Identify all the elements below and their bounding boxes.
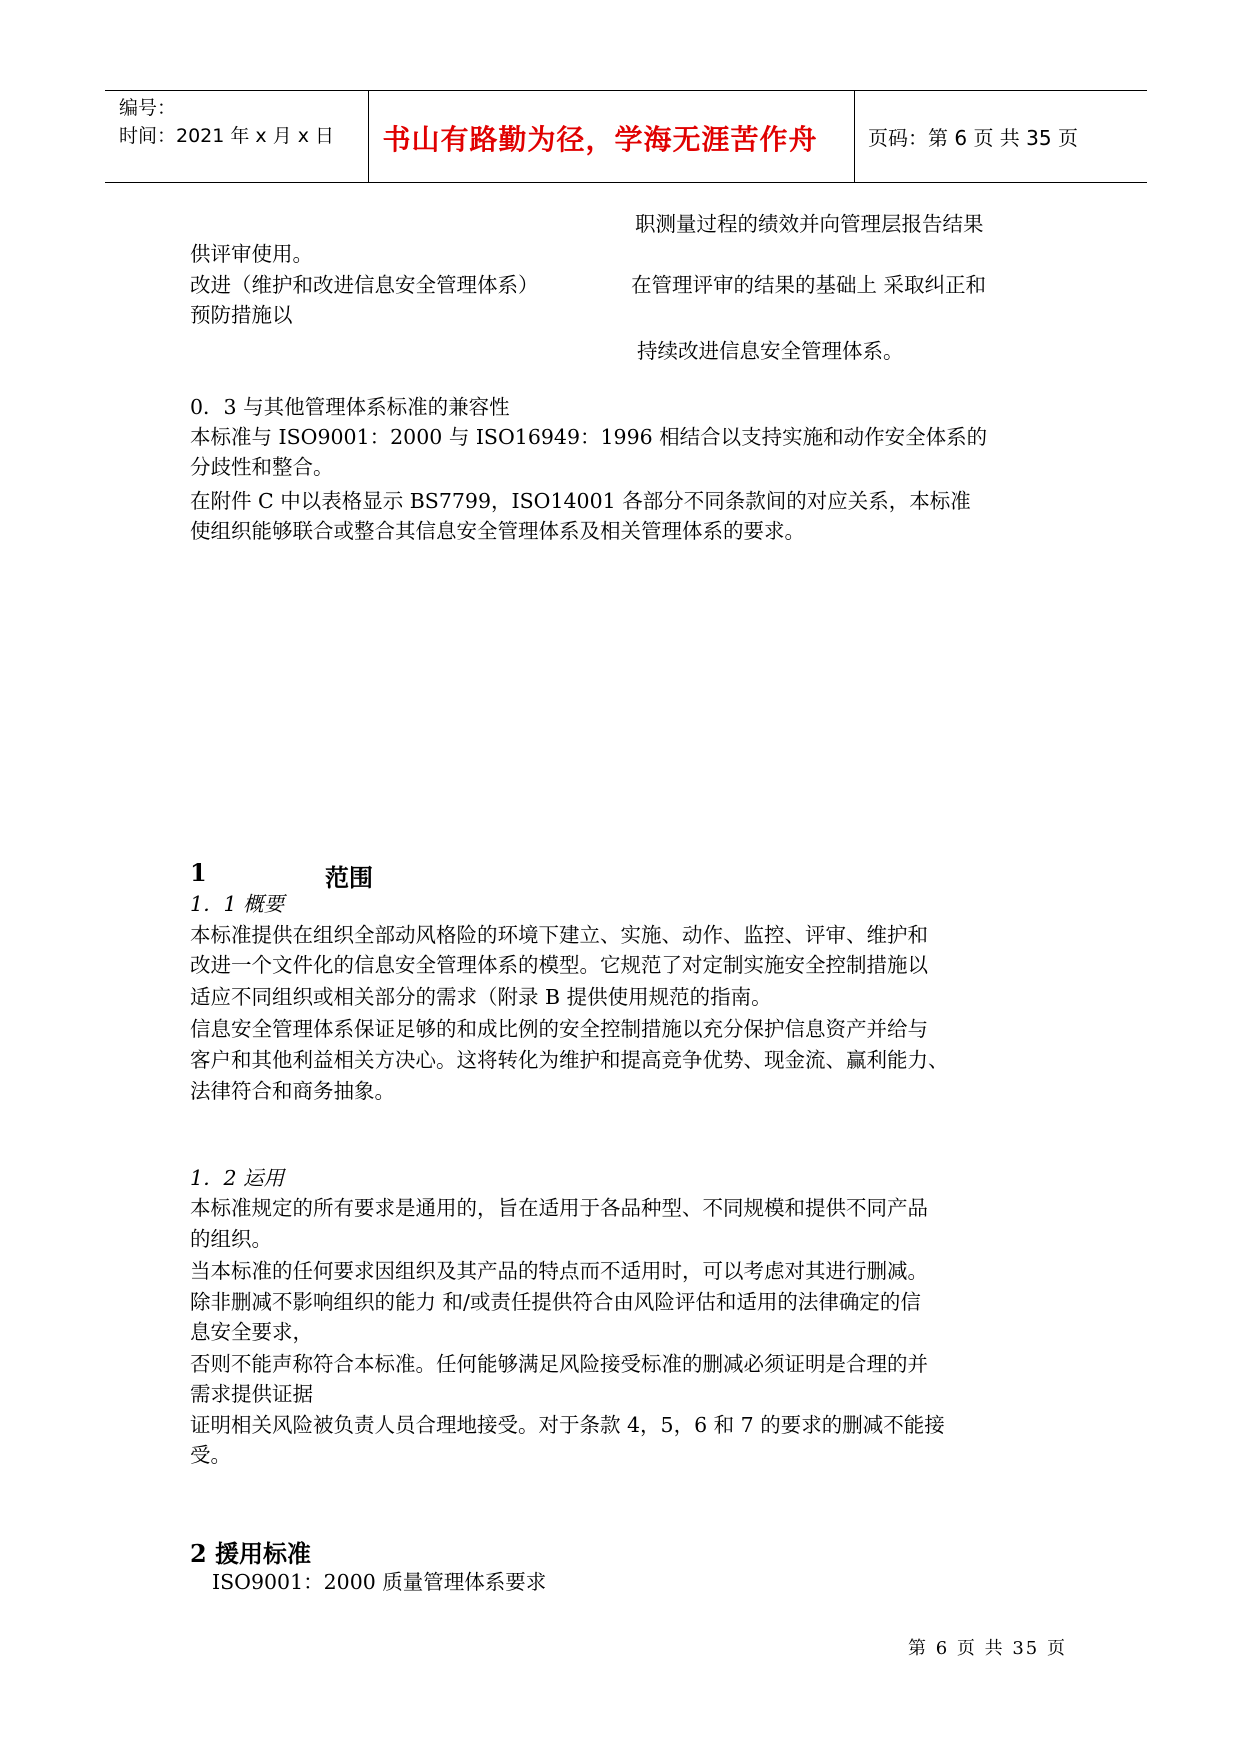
chapter-title: 范围 [325, 863, 373, 892]
subsection-heading: 1．1 概要 [190, 892, 285, 916]
text-line: 供评审使用。 [190, 242, 313, 266]
text-line: 否则不能声称符合本标准。任何能够满足风险接受标准的删减必须证明是合理的并 [190, 1352, 928, 1376]
header-motto: 书山有路勤为径，学海无涯苦作舟 [382, 123, 818, 156]
text-line: 改进（维护和改进信息安全管理体系） [190, 273, 539, 297]
section-heading: 0．3 与其他管理体系标准的兼容性 [190, 395, 510, 419]
text-line: 本标准与 ISO9001：2000 与 ISO16949：1996 相结合以支持实施和动作安全体系的 [190, 425, 988, 449]
text-line: 使组织能够联合或整合其信息安全管理体系及相关管理体系的要求。 [190, 519, 805, 543]
page-header [105, 90, 1147, 182]
header-top-rule [105, 90, 1147, 91]
text-line: 本标准提供在组织全部动风格险的环境下建立、实施、动作、监控、评审、维护和 [190, 923, 928, 947]
chapter-number: 1 [190, 858, 207, 887]
text-line: 证明相关风险被负责人员合理地接受。对于条款 4，5，6 和 7 的要求的删减不能接 [190, 1413, 945, 1437]
text-line: 职测量过程的绩效并向管理层报告结果 [635, 212, 984, 236]
text-line: 本标准规定的所有要求是通用的，旨在适用于各品种型、不同规模和提供不同产品 [190, 1196, 928, 1220]
header-divider-right [854, 90, 855, 182]
text-line: 受。 [190, 1443, 231, 1467]
header-bottom-rule [105, 182, 1147, 183]
text-line: 适应不同组织或相关部分的需求（附录 B 提供使用规范的指南。 [190, 985, 772, 1009]
number-label: 编号： [119, 97, 177, 119]
text-line: 息安全要求， [190, 1320, 313, 1344]
text-line: 信息安全管理体系保证足够的和成比例的安全控制措施以充分保护信息资产并给与 [190, 1017, 928, 1041]
text-line: 法律符合和商务抽象。 [190, 1079, 395, 1103]
chapter-title: 2 援用标准 [190, 1539, 312, 1568]
text-line: 在管理评审的结果的基础上 采取纠正和 [631, 273, 987, 297]
text-line: 的组织。 [190, 1227, 272, 1251]
header-left-cell [119, 94, 334, 150]
header-page-number: 页码：第 6 页 共 35 页 [868, 126, 1078, 150]
text-line: 除非删减不影响组织的能力 和/或责任提供符合由风险评估和适用的法律确定的信 [190, 1290, 921, 1314]
text-line: 需求提供证据 [190, 1382, 313, 1406]
text-line: 持续改进信息安全管理体系。 [637, 339, 904, 363]
text-line: 预防措施以 [190, 303, 293, 327]
page-footer: 第 6 页 共 35 页 [908, 1638, 1067, 1659]
subsection-heading: 1．2 运用 [190, 1166, 285, 1190]
text-line: 客户和其他利益相关方决心。这将转化为维护和提高竞争优势、现金流、赢利能力、 [190, 1048, 949, 1072]
text-line: ISO9001：2000 质量管理体系要求 [212, 1570, 547, 1594]
time-label: 时间：2021 年 x 月 x 日 [119, 125, 335, 147]
text-line: 分歧性和整合。 [190, 455, 334, 479]
text-line: 当本标准的任何要求因组织及其产品的特点而不适用时，可以考虑对其进行删减。 [190, 1259, 928, 1283]
text-line: 在附件 C 中以表格显示 BS7799，ISO14001 各部分不同条款间的对应关系，本标准 [190, 489, 971, 513]
text-line: 改进一个文件化的信息安全管理体系的模型。它规范了对定制实施安全控制措施以 [190, 953, 928, 977]
